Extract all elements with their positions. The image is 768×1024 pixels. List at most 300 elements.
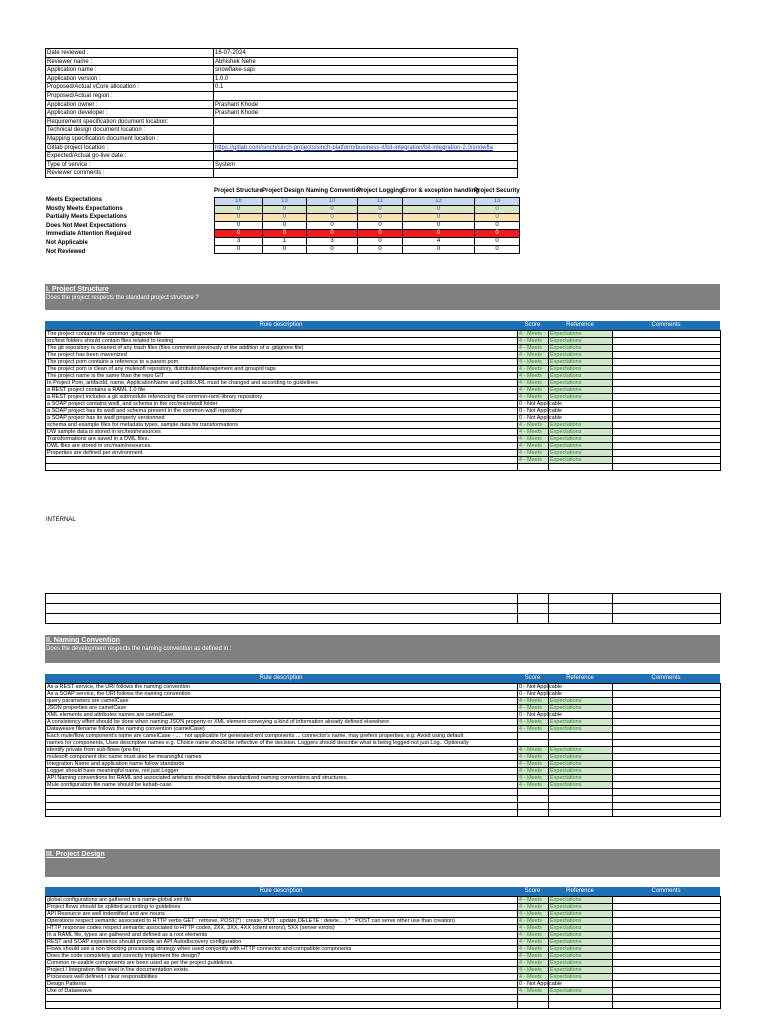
table-row — [46, 925, 721, 932]
rule-score: 4 - Meets — [518, 705, 549, 712]
table-row — [46, 338, 721, 345]
rule-score: 4 - Meets — [518, 436, 549, 443]
table-row — [46, 960, 721, 967]
rule-score — [518, 464, 549, 471]
summary-cell: 3 — [215, 238, 263, 246]
rule-description: Dataweave filename follows the naming convention (camelCase) — [46, 726, 518, 733]
rule-description: Logger should have meaningful name, not just Logger — [46, 768, 518, 775]
info-value: snowflake-sapi — [213, 65, 518, 75]
info-label: Reviewer comments : — [45, 168, 214, 178]
rule-comments[interactable] — [613, 408, 721, 415]
summary-score-table — [214, 197, 520, 254]
table-row — [46, 436, 721, 443]
summary-cell: 0 — [215, 214, 263, 222]
rule-comments[interactable] — [613, 911, 721, 918]
rule-description — [46, 995, 518, 1002]
rule-reference: Expectations — [549, 373, 613, 380]
table-row — [46, 782, 721, 789]
rule-description: Project / Integration flow level in line documentation exists. — [46, 967, 518, 974]
rule-reference: Expectations — [549, 967, 613, 974]
rule-score: 4 - Meets — [518, 366, 549, 373]
rule-description: Does the code completely and correctly implement the design? — [46, 953, 518, 960]
rule-comments[interactable] — [613, 338, 721, 345]
rule-comments[interactable] — [613, 422, 721, 429]
rule-comments[interactable] — [613, 359, 721, 366]
table-row — [46, 352, 721, 359]
summary-cell: 0 — [403, 222, 475, 230]
rule-comments[interactable] — [613, 740, 721, 747]
summary-row — [215, 230, 520, 238]
rule-description: Operations respect semantic associated to HTTP verbs GET : retrieve, POST(*) : create, PUT : update,DELETE : delete... ) * : POST can serve other use than creation) — [46, 918, 518, 925]
info-label: Requirement specification document location: — [45, 117, 214, 127]
table-row — [46, 754, 721, 761]
summary-column-header: Error & exception handling — [402, 188, 480, 194]
info-label: Gitlab project location : — [45, 143, 214, 153]
rule-description: API Naming conventions for RAML and associated artefacts should follow standardized naming conventions and structures. — [46, 775, 518, 782]
rule-comments[interactable] — [613, 775, 721, 782]
rule-reference: Expectations — [549, 960, 613, 967]
rule-description: a REST project includes a git submodule referencing the common-raml-library repository — [46, 394, 518, 401]
info-label: Application name : — [45, 65, 214, 75]
rule-reference: Expectations — [549, 457, 613, 464]
table-row — [46, 932, 721, 939]
rule-description: a SOAP project has its wsdl and schema present in the common-wsdl repository — [46, 408, 518, 415]
table-row — [46, 995, 721, 1002]
rule-comments[interactable] — [613, 939, 721, 946]
rule-reference: Expectations — [549, 768, 613, 775]
rule-reference: Expectations — [549, 352, 613, 359]
summary-cell: 0 — [475, 222, 520, 230]
summary-cell: 0 — [263, 206, 307, 214]
summary-row — [215, 198, 520, 206]
rule-comments[interactable] — [613, 904, 721, 911]
rule-comments[interactable] — [613, 967, 721, 974]
summary-cell: 0 — [307, 246, 358, 254]
rule-comments[interactable] — [613, 761, 721, 768]
rule-comments[interactable] — [613, 803, 721, 810]
rule-score: 0 - Not Applicable — [519, 684, 563, 690]
rule-comments[interactable] — [613, 691, 721, 698]
rule-comments[interactable] — [613, 981, 721, 988]
rule-description: identify private from sub-flows (pre-fix) — [46, 747, 518, 754]
rule-score — [518, 1002, 549, 1009]
rule-reference: Expectations — [549, 754, 613, 761]
gitlab-link[interactable]: https://gitlab.com/sinch/sinch-projects/sinch-platform/business-it/bit-integration/bit-integration-2.0/snowfla — [213, 143, 518, 153]
rule-score: 4 - Meets — [518, 331, 549, 338]
section-subtitle: Does the project respects the standard project structure ? — [46, 295, 199, 301]
table-row — [46, 747, 721, 754]
rules-table-project-design — [45, 896, 721, 1009]
rule-score — [518, 740, 549, 747]
rule-score: 4 - Meets — [518, 726, 549, 733]
info-label: Reviewer name : — [45, 57, 214, 67]
rule-description — [46, 803, 518, 810]
info-label: Technical design document location : — [45, 125, 214, 135]
rule-score: 4 - Meets — [518, 443, 549, 450]
rule-score: 4 - Meets — [518, 338, 549, 345]
rule-comments[interactable] — [613, 450, 721, 457]
rule-comments[interactable] — [613, 810, 721, 817]
rule-comments[interactable] — [613, 380, 721, 387]
rule-comments[interactable] — [613, 373, 721, 380]
rule-comments[interactable] — [613, 988, 721, 995]
table-row — [46, 359, 721, 366]
rule-description: HTTP response codes respect semantic associated to HTTP codes, 2XX, 3XX, 4XX (client errors), 5XX (server errors) — [46, 925, 518, 932]
summary-cell: 0 — [403, 230, 475, 238]
table-row — [46, 810, 721, 817]
rule-comments[interactable] — [613, 1002, 721, 1009]
rule-comments[interactable] — [613, 345, 721, 352]
rule-reference: Expectations — [549, 380, 613, 387]
summary-cell: 4 — [403, 238, 475, 246]
internal-label: INTERNAL — [46, 517, 76, 523]
info-value: Prashant Khode — [213, 100, 518, 110]
rule-comments[interactable] — [613, 747, 721, 754]
rule-score: 4 - Meets — [518, 897, 549, 904]
rule-description: Transformations are saved in a DWL files. — [46, 436, 518, 443]
rule-comments[interactable] — [613, 782, 721, 789]
rule-score: 4 - Meets — [518, 939, 549, 946]
rule-description: In Project Pom, artifactId, name, ApplicationName and publicURL must be changed and according to guidelines — [46, 380, 518, 387]
rule-comments[interactable] — [613, 974, 721, 981]
rules-table-header: Rule description Score Reference Comments — [45, 321, 720, 330]
rule-description: a REST project contains a RAML 1.0 file — [46, 387, 518, 394]
rule-description: Design Patterns — [46, 981, 518, 988]
rule-reference: Expectations — [549, 422, 613, 429]
rule-score: 4 - Meets — [518, 698, 549, 705]
table-row — [46, 691, 721, 698]
rule-reference: Expectations — [549, 932, 613, 939]
rule-score: 0 - Not Applicable — [519, 408, 563, 414]
rule-comments[interactable] — [613, 953, 721, 960]
rule-reference: Expectations — [549, 897, 613, 904]
rule-comments[interactable] — [613, 932, 721, 939]
section-subtitle: Does the development respects the naming convention as defined in : — [46, 646, 232, 652]
rule-reference: Expectations — [549, 443, 613, 450]
rule-comments[interactable] — [613, 429, 721, 436]
summary-cell: 0 — [215, 230, 263, 238]
rule-reference: Expectations — [549, 338, 613, 345]
summary-row-label: Immediate Attention Required — [46, 231, 132, 238]
table-row — [46, 422, 721, 429]
rule-score: 0 - Not Applicable — [519, 712, 563, 718]
rule-description: a SOAP project contains wsdl, and schema in the src/main/wsdl folder — [46, 401, 518, 408]
summary-cell: 0 — [358, 230, 403, 238]
rule-reference: Expectations — [549, 450, 613, 457]
rule-comments[interactable] — [613, 394, 721, 401]
summary-row-label: Mostly Meets Expectations — [46, 205, 123, 212]
table-row — [46, 726, 721, 733]
rule-description: query parameters are camelCase — [46, 698, 518, 705]
rule-reference: Expectations — [549, 974, 613, 981]
rule-reference: Expectations — [549, 366, 613, 373]
rule-score — [518, 995, 549, 1002]
rule-comments[interactable] — [613, 789, 721, 796]
rule-comments[interactable] — [613, 796, 721, 803]
rule-description: REST and SOAP experience should provide an API Autodiscovery configuration — [46, 939, 518, 946]
rule-score: 4 - Meets — [518, 380, 549, 387]
info-value: 0.1 — [213, 82, 518, 92]
rule-comments[interactable] — [613, 925, 721, 932]
summary-row-label: Not Reviewed — [46, 248, 86, 255]
info-label: Expected/Actual go-live date : — [45, 151, 214, 161]
rule-score: 4 - Meets — [518, 925, 549, 932]
table-row — [46, 946, 721, 953]
rule-comments[interactable] — [613, 684, 721, 691]
rule-comments[interactable] — [613, 464, 721, 471]
table-row — [46, 918, 721, 925]
info-value: Abhishek Nehe — [213, 57, 518, 67]
info-value: System — [213, 160, 518, 170]
rule-description: Common re-usable components are been used as per the project guidelines. — [46, 960, 518, 967]
table-row — [46, 988, 721, 995]
rule-score: 4 - Meets — [518, 394, 549, 401]
table-row — [46, 331, 721, 338]
summary-cell: 0 — [403, 246, 475, 254]
summary-cell: 0 — [358, 222, 403, 230]
rule-score: 4 - Meets — [518, 768, 549, 775]
rule-reference — [549, 796, 613, 803]
table-row — [46, 698, 721, 705]
rule-description: schema and example files for metadata types, sample data for transformations — [46, 422, 518, 429]
table-row — [46, 967, 721, 974]
summary-cell: 0 — [215, 206, 263, 214]
rule-description: Mule configuration file name should be kebab-case. — [46, 782, 518, 789]
rule-comments[interactable] — [613, 698, 721, 705]
table-row — [46, 911, 721, 918]
rule-description: names for components, Uses descriptive names e.g. Choice name should be reflective of the decision. Loggers should describe what is being logged not just Log.. Optionally — [46, 740, 518, 747]
rule-score: 4 - Meets — [518, 918, 549, 925]
table-row — [46, 415, 721, 422]
rule-score: 4 - Meets — [518, 904, 549, 911]
summary-column-header: Project Structure — [214, 188, 263, 194]
rule-reference: Expectations — [549, 698, 613, 705]
rule-reference: Expectations — [549, 429, 613, 436]
table-row — [46, 1002, 721, 1009]
summary-cell: 0 — [215, 222, 263, 230]
info-value: 16-07-2024 — [213, 48, 518, 58]
rule-score: 4 - Meets — [518, 946, 549, 953]
rule-reference — [549, 740, 613, 747]
summary-column-header: Project Logging — [357, 188, 403, 194]
rule-score: 4 - Meets — [518, 932, 549, 939]
rules-table-naming-convention — [45, 683, 721, 817]
rule-score — [518, 733, 549, 740]
rule-reference: Expectations — [549, 436, 613, 443]
summary-cell: 0 — [475, 214, 520, 222]
table-row — [46, 733, 721, 740]
rule-comments[interactable] — [613, 331, 721, 338]
rule-description: JSON properties are camelCase — [46, 705, 518, 712]
rule-reference: Expectations — [549, 705, 613, 712]
info-label: Proposed/Actual vCore allocation : — [45, 82, 214, 92]
section-title: III. Project Design — [46, 851, 105, 858]
rule-description — [46, 457, 518, 464]
table-row — [46, 712, 721, 719]
rule-score: 4 - Meets — [518, 974, 549, 981]
rule-description: DWL files are stored in src/main/resources. — [46, 443, 518, 450]
rule-description: DW sample data is stored in src/test/resources — [46, 429, 518, 436]
info-value: Prashant Khode — [213, 108, 518, 118]
summary-cell: 16 — [215, 198, 263, 206]
rule-comments[interactable] — [613, 768, 721, 775]
rule-reference: Expectations — [549, 726, 613, 733]
rule-description — [46, 1002, 518, 1009]
table-row — [46, 464, 721, 471]
rule-comments[interactable] — [613, 754, 721, 761]
rule-reference: Expectations — [549, 394, 613, 401]
rules-table-project-structure — [45, 330, 721, 471]
table-row — [46, 684, 721, 691]
rule-description: a SOAP project has its wsdl properly versionned — [46, 415, 518, 422]
summary-cell: 0 — [307, 230, 358, 238]
rule-score — [518, 796, 549, 803]
rule-reference: Expectations — [549, 331, 613, 338]
summary-cell: 1 — [263, 238, 307, 246]
summary-row-label: Meets Expectations — [46, 197, 103, 203]
summary-row — [215, 206, 520, 214]
rule-reference — [549, 789, 613, 796]
rule-comments[interactable] — [613, 387, 721, 394]
rule-reference: Expectations — [549, 953, 613, 960]
rule-reference: Expectations — [549, 761, 613, 768]
empty-grid — [45, 593, 721, 624]
rule-comments[interactable] — [613, 401, 721, 408]
rule-reference: Expectations — [549, 719, 613, 726]
rule-reference: Expectations — [549, 387, 613, 394]
rule-reference: Expectations — [549, 918, 613, 925]
rule-comments[interactable] — [613, 457, 721, 464]
table-row — [46, 953, 721, 960]
table-row — [46, 719, 721, 726]
summary-cell: 3 — [307, 238, 358, 246]
table-row — [46, 366, 721, 373]
rule-comments[interactable] — [613, 712, 721, 719]
summary-cell: 0 — [307, 214, 358, 222]
rule-score: 4 - Meets — [518, 747, 549, 754]
table-row — [46, 796, 721, 803]
rule-score: 4 - Meets — [518, 352, 549, 359]
table-row — [46, 939, 721, 946]
rule-score: 4 - Meets — [518, 373, 549, 380]
table-row — [46, 740, 721, 747]
rule-description: As a REST service, the URI follows the naming convention — [46, 684, 518, 691]
info-value: 1.0.0 — [213, 74, 518, 84]
table-row — [46, 761, 721, 768]
summary-row-label: Not Applicable — [46, 239, 88, 246]
rule-description: Each mule/flow component's name are camelCase - ... : not applicable for generated xml components ... connector's name, may prefers properties, e.g. Avoid using default — [46, 733, 518, 740]
table-row — [46, 450, 721, 457]
rule-score: 4 - Meets — [518, 359, 549, 366]
rule-reference: Expectations — [549, 782, 613, 789]
summary-cell: 0 — [215, 246, 263, 254]
rule-reference — [549, 810, 613, 817]
rule-reference: Expectations — [549, 939, 613, 946]
rule-comments[interactable] — [613, 705, 721, 712]
table-row — [46, 768, 721, 775]
rule-comments[interactable] — [613, 995, 721, 1002]
rule-description: The project has been mavenized — [46, 352, 518, 359]
section-title: I. Project Structure — [46, 286, 109, 293]
rules-table-header: Rule description Score Reference Comments — [45, 674, 720, 683]
summary-cell: 0 — [263, 214, 307, 222]
rule-description — [46, 789, 518, 796]
info-value — [213, 168, 518, 178]
rule-score: 4 - Meets — [518, 450, 549, 457]
rule-comments[interactable] — [613, 366, 721, 373]
rule-comments[interactable] — [613, 918, 721, 925]
table-row — [46, 345, 721, 352]
summary-row — [215, 214, 520, 222]
rule-description: The project pom contains a reference to a parent pom — [46, 359, 518, 366]
info-label: Application owner : — [45, 100, 214, 110]
summary-row-label: Partially Meets Expectations — [46, 214, 128, 221]
rule-description: Project flows should be splitted according to guidelines. — [46, 904, 518, 911]
rule-description: mulesoft component doc:name must also be meaningful names — [46, 754, 518, 761]
table-row — [46, 803, 721, 810]
rule-score: 0 - Not Applicable — [519, 691, 563, 697]
summary-cell: 0 — [358, 206, 403, 214]
summary-cell: 0 — [475, 206, 520, 214]
rule-description: src/test folders should contain files related to testing — [46, 338, 518, 345]
rule-description: The git repository is cleaned of any trash files (files commited previously of the addition of a .gitignore file) — [46, 345, 518, 352]
rule-comments[interactable] — [613, 352, 721, 359]
info-label: Type of service : — [45, 160, 214, 170]
summary-cell: 0 — [263, 230, 307, 238]
summary-column-header: Naming Convention — [306, 188, 363, 194]
rule-comments[interactable] — [613, 733, 721, 740]
table-row — [46, 394, 721, 401]
summary-cell: 0 — [263, 222, 307, 230]
rule-comments[interactable] — [613, 897, 721, 904]
rule-comments[interactable] — [613, 946, 721, 953]
table-row — [46, 775, 721, 782]
rule-description: global configurations are gathered in a name-global.xml file — [46, 897, 518, 904]
summary-cell: 13 — [403, 198, 475, 206]
table-row — [46, 897, 721, 904]
summary-cell: 0 — [263, 246, 307, 254]
rule-score — [518, 810, 549, 817]
rule-comments[interactable] — [613, 719, 721, 726]
rule-reference — [549, 995, 613, 1002]
table-row — [46, 429, 721, 436]
rule-reference — [549, 1002, 613, 1009]
rule-comments[interactable] — [613, 436, 721, 443]
summary-row-label: Does Not Meet Expectations — [46, 222, 127, 229]
rule-comments[interactable] — [613, 443, 721, 450]
rule-reference: Expectations — [549, 988, 613, 995]
rule-description: Integration Name and application name follow standards — [46, 761, 518, 768]
rule-score: 0 - Not Applicable — [519, 401, 563, 407]
summary-row — [215, 246, 520, 254]
section-header-project-structure — [45, 284, 720, 310]
rule-score: 4 - Meets — [518, 429, 549, 436]
rule-comments[interactable] — [613, 415, 721, 422]
table-row — [46, 789, 721, 796]
summary-cell: 0 — [358, 238, 403, 246]
info-label: Mapping specification document location : — [45, 134, 214, 144]
rule-reference — [549, 803, 613, 810]
rule-comments[interactable] — [613, 960, 721, 967]
summary-column-header: Project Design — [262, 188, 305, 194]
table-row — [46, 974, 721, 981]
rule-score: 4 - Meets — [518, 775, 549, 782]
rule-score: 4 - Meets — [518, 457, 549, 464]
rule-reference: Expectations — [549, 946, 613, 953]
rule-comments[interactable] — [613, 726, 721, 733]
summary-cell: 13 — [475, 198, 520, 206]
rule-score — [518, 789, 549, 796]
